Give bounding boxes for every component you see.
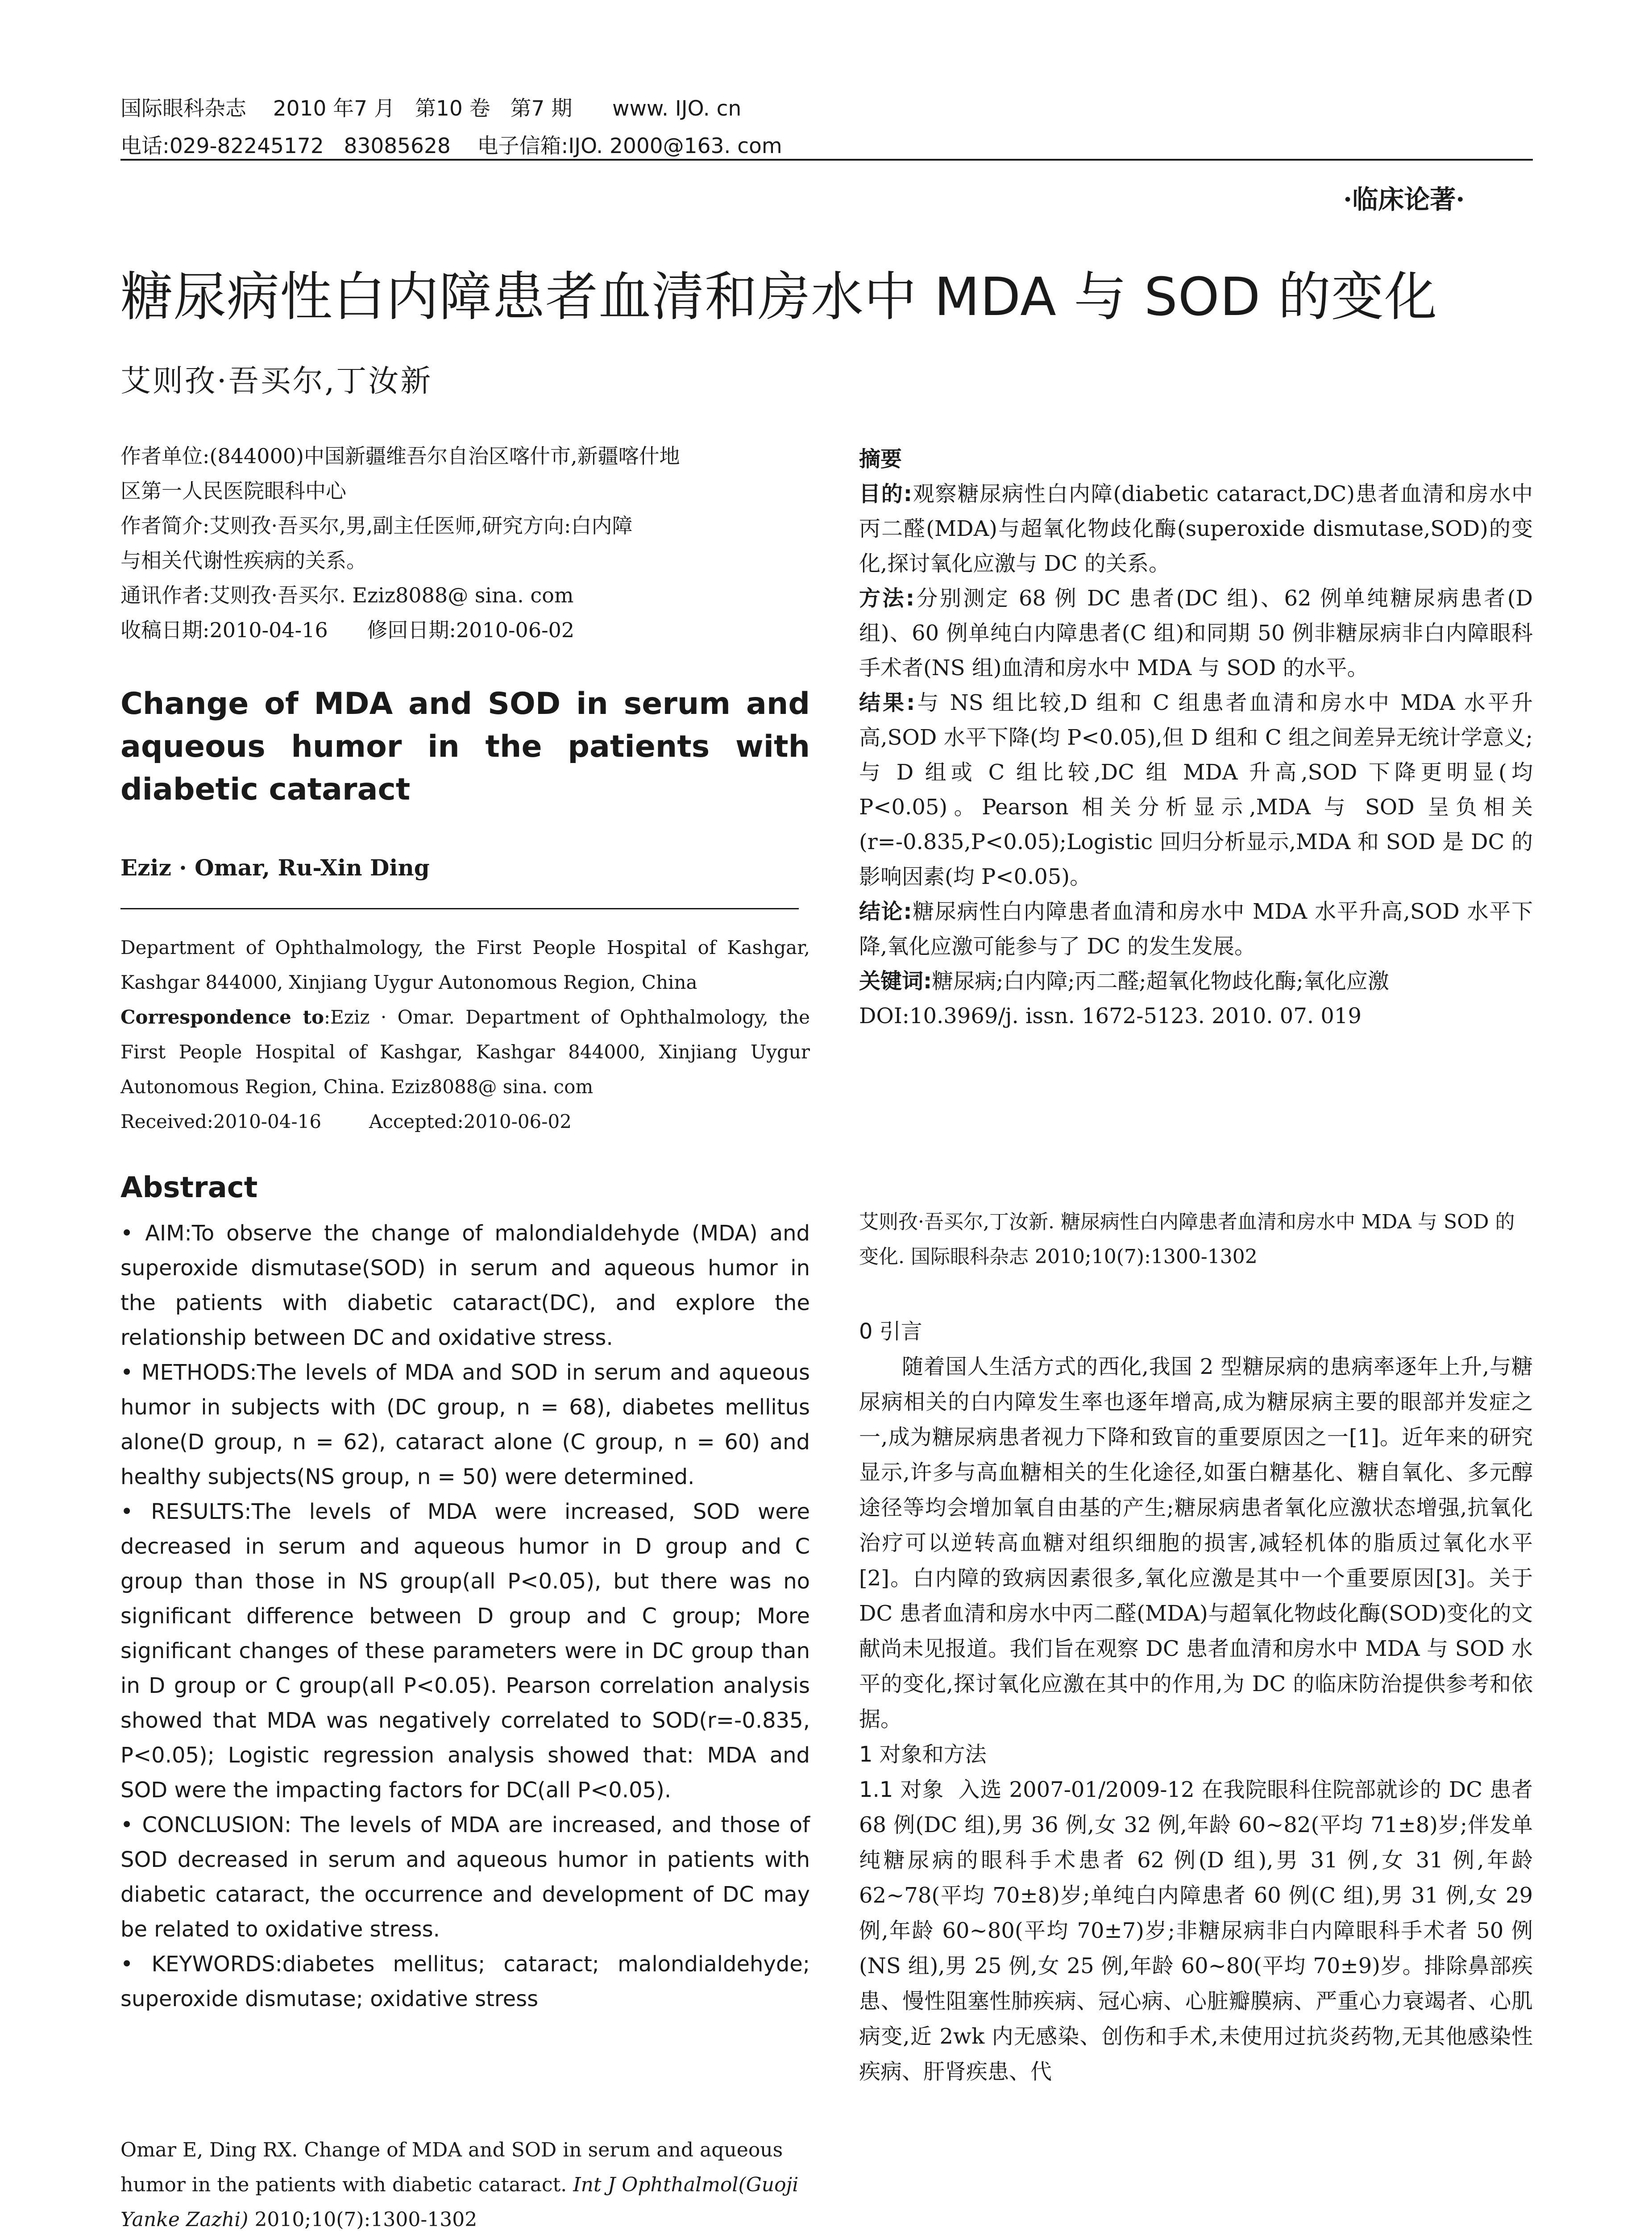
journal-header-line2: 电话:029-82245172 83085628 电子信箱:IJO. 2000@163. com (120, 134, 782, 158)
results-text: 与 NS 组比较,D 组和 C 组患者血清和房水中 MDA 水平升高,SOD 水平下降(均 P<0.05),但 D 组和 C 组之间差异无统计学意义;与 D 组或 C 组比较,DC 组 MDA 升高,SOD 下降更明显(均 P<0.05)。Pearson 相关分析显示,MDA 与 SOD 呈负相关(r=-0.835,P<0.05);Logistic 回归分析显示,MDA 和 SOD 是 DC 的影响因素(均 P<0.05)。 (859, 690, 1533, 889)
correspondence-text: :Eziz · Omar. Department of Ophthalmology, the First People Hospital of Kashgar, Kashgar 844000, Xinjiang Uygur Autonomous Region, China. Eziz8088@ sina. com (120, 1006, 810, 1098)
citation-chinese (859, 1205, 1533, 1274)
affiliation-line: 区第一人民医院眼科中心 (120, 479, 346, 503)
abstract-results: • RESULTS:The levels of MDA were increased, SOD were decreased in serum and aqueous humor in D group and C group than those in NS group(all P<0.05), but there was no significant difference between D group and C group; More significant changes of these parameters were in DC group than in D group or C group(all P<0.05). Pearson correlation analysis showed that MDA was negatively correlated to SOD(r=-0.835, P<0.05); Logistic regression analysis showed that: MDA and SOD were the impacting factors for DC(all P<0.05). (120, 1499, 810, 1803)
correspondence-en (120, 1000, 810, 1104)
citation-text: Omar E, Ding RX. Change of MDA and SOD in serum and aqueous humor in the patients with diabetic cataract. (120, 2139, 783, 2196)
affiliation-line: 作者单位:(844000)中国新疆维吾尔自治区喀什市,新疆喀什地 (120, 444, 680, 468)
keywords-text: 糖尿病;白内障;丙二醛;超氧化物歧化酶;氧化应激 (932, 969, 1389, 994)
affiliation-block (120, 439, 810, 647)
aim-text: 观察糖尿病性白内障(diabetic cataract,DC)患者血清和房水中丙二醛(MDA)与超氧化物歧化酶(superoxide dismutase,SOD)的变化,探讨氧化应激与 DC 的关系。 (859, 481, 1533, 576)
keywords-label: 关键词: (859, 969, 932, 994)
author-bio-line: 作者简介:艾则孜·吾买尔,男,副主任医师,研究方向:白内障 (120, 514, 633, 538)
intro-heading: 0 引言 (859, 1319, 922, 1344)
aim-label: 目的: (859, 481, 912, 506)
abstract-chinese (859, 442, 1533, 1033)
page-title: 糖尿病性白内障患者血清和房水中 MDA 与 SOD 的变化 (120, 266, 1437, 328)
conclusion-label: 结论: (859, 899, 912, 924)
abstract-aim: • AIM:To observe the change of malondialdehyde (MDA) and superoxide dismutase(SOD) in serum and aqueous humor in the patients with diabetic cataract(DC), and explore the relationship between DC and oxidative stress. (120, 1221, 810, 1350)
introduction (859, 1314, 1533, 2090)
english-authors: Eziz · Omar, Ru-Xin Ding (120, 854, 430, 881)
header-divider (120, 159, 1533, 161)
methods-section-heading: 1 对象和方法 (859, 1742, 987, 1767)
correspondence-label: Correspondence to (120, 1006, 324, 1028)
authors-divider (120, 908, 799, 909)
methods-label: 方法: (859, 586, 915, 611)
abstract-conclusion: • CONCLUSION: The levels of MDA are increased, and those of SOD decreased in serum and aqueous humor in patients with diabetic cataract, the occurrence and development of DC may be related to oxidative stress. (120, 1812, 810, 1942)
citation-tail: 2010;10(7):1300-1302 (248, 2208, 477, 2231)
conclusion-text: 糖尿病性白内障患者血清和房水中 MDA 水平升高,SOD 水平下降,氧化应激可能参与了 DC 的发生发展。 (859, 899, 1533, 959)
subsection-label: 1.1 对象 (859, 1777, 944, 1802)
results-label: 结果: (859, 690, 915, 715)
citation-cn-text: 艾则孜·吾买尔,丁汝新. 糖尿病性白内障患者血清和房水中 MDA 与 SOD 的变化. 国际眼科杂志 2010;10(7):1300-1302 (859, 1211, 1515, 1268)
methods-text: 分别测定 68 例 DC 患者(DC 组)、62 例单纯糖尿病患者(D 组)、60 例单纯白内障患者(C 组)和同期 50 例非糖尿病非白内障眼科手术者(NS 组)血清和房水中 MDA 与 SOD 的水平。 (859, 586, 1533, 680)
english-title: Change of MDA and SOD in serum and aqueous humor in the patients with diabetic cataract (120, 686, 810, 807)
citation-journal: Int J Ophthalmol(Guoji Yanke Zazhi) (120, 2173, 799, 2231)
correspondence-cn: 通讯作者:艾则孜·吾买尔. Eziz8088@ sina. com (120, 583, 574, 607)
abstract-english (120, 1216, 810, 2016)
citation-english (120, 2133, 810, 2231)
journal-header-line1: 国际眼科杂志 2010 年7 月 第10 卷 第7 期 www. IJO. cn (120, 96, 742, 121)
author-bio-line: 与相关代谢性疾病的关系。 (120, 548, 367, 572)
abstract-keywords: • KEYWORDS:diabetes mellitus; cataract; malondialdehyde; superoxide dismutase; oxidative stress (120, 1952, 810, 2011)
abstract-cn-heading: 摘要 (859, 447, 902, 472)
doi: DOI:10.3969/j. issn. 1672-5123. 2010. 07. 019 (859, 1004, 1362, 1028)
intro-paragraph: 随着国人生活方式的西化,我国 2 型糖尿病的患病率逐年上升,与糖尿病相关的白内障发生率也逐年增高,成为糖尿病主要的眼部并发症之一,成为糖尿病患者视力下降和致盲的重要原因之一[1]。近年来的研究显示,许多与高血糖相关的生化途径,如蛋白糖基化、糖自氧化、多元醇途径等均会增加氧自由基的产生;糖尿病患者氧化应激状态增强,抗氧化治疗可以逆转高血糖对组织细胞的损害,减轻机体的脂质过氧化水平[2]。白内障的致病因素很多,氧化应激是其中一个重要原因[3]。关于 DC 患者血清和房水中丙二醛(MDA)与超氧化物歧化酶(SOD)变化的文献尚未见报道。我们旨在观察 DC 患者血清和房水中 MDA 与 SOD 水平的变化,探讨氧化应激在其中的作用,为 DC 的临床防治提供参考和依据。 (859, 1354, 1533, 1732)
received-date-cn: 收稿日期:2010-04-16 修回日期:2010-06-02 (120, 618, 575, 642)
abstract-methods: • METHODS:The levels of MDA and SOD in serum and aqueous humor in subjects with (DC group, n = 68), diabetes mellitus alone(D group, n = 62), cataract alone (C group, n = 60) and healthy subjects(NS group, n = 50) were determined. (120, 1360, 810, 1489)
section-label: ·临床论著· (1343, 184, 1465, 215)
abstract-heading: Abstract (120, 1171, 258, 1204)
received-date-en: Received:2010-04-16 Accepted:2010-06-02 (120, 1111, 572, 1132)
authors-chinese: 艾则孜·吾买尔,丁汝新 (120, 364, 433, 399)
department-block (120, 930, 810, 1139)
subsection-text: 入选 2007-01/2009-12 在我院眼科住院部就诊的 DC 患者 68 例(DC 组),男 36 例,女 32 例,年龄 60~82(平均 71±8)岁;伴发单纯糖尿病的眼科手术患者 62 例(D 组),男 31 例,女 31 例,年龄 62~78(平均 70±8)岁;单纯白内障患者 60 例(C 组),男 31 例,女 29 例,年龄 60~80(平均 70±7)岁;非糖尿病非白内障眼科手术者 50 例(NS 组),男 25 例,女 25 例,年龄 60~80(平均 70±9)岁。排除鼻部疾患、慢性阻塞性肺疾病、冠心病、心脏瓣膜病、严重心力衰竭者、心肌病变,近 2wk 内无感染、创伤和手术,未使用过抗炎药物,无其他感染性疾病、肝肾疾患、代 (859, 1777, 1533, 2084)
department-en: Department of Ophthalmology, the First People Hospital of Kashgar, Kashgar 844000, Xinjiang Uygur Autonomous Region, China (120, 937, 810, 993)
